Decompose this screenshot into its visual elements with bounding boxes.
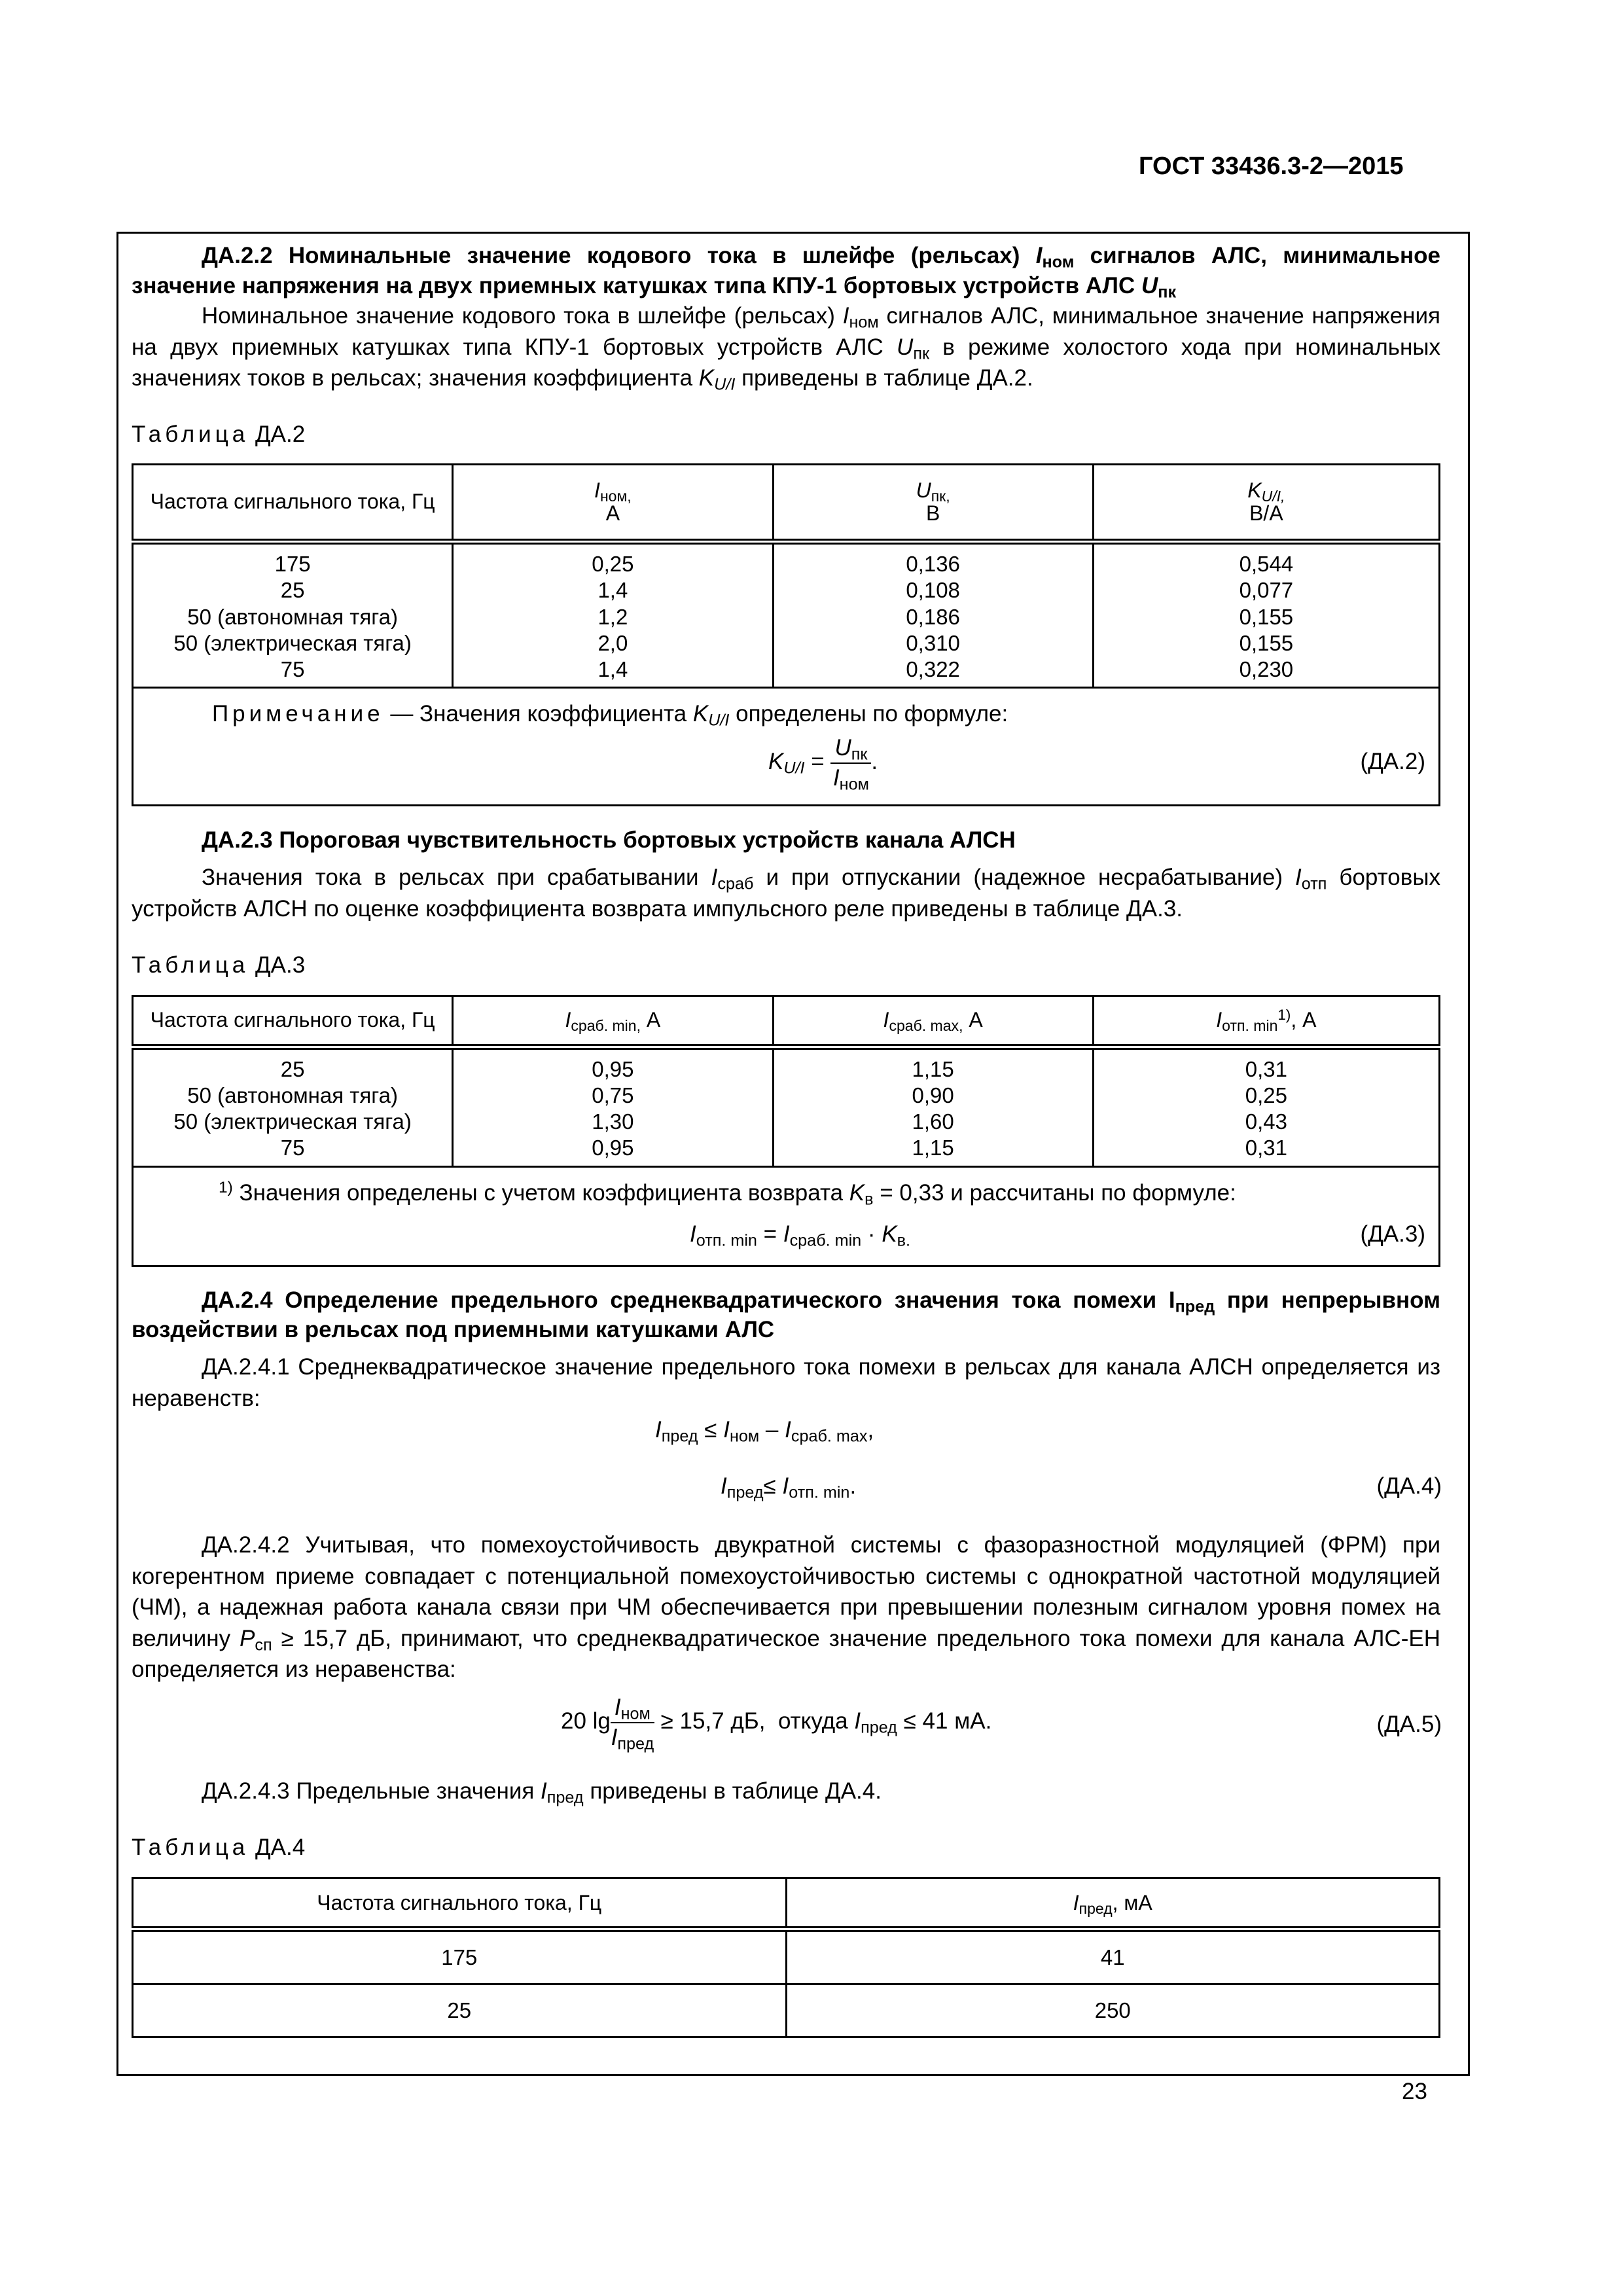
equation-3: 20 lg $\frac{I_{ном}}{I_{пред}}$ ≥ 15,7 дБ, откуда $I_{пред} \le 41$ мА. (ДА.5) <box>561 1695 1442 1753</box>
paragraph-da-2-4-2: ДА.2.4.2 Учитывая, что помехоустойчивость двукратной системы с фазоразностной модуляцией (ФРМ) при когерентном приеме совпадает с потенциальной помехоустойчивостью системы с однократной частотной модуляцией (ЧМ), а надежная работа канала связи при ЧМ обеспечивается при превышении полезным сигналом уровня помех на величину $P_{сп} \ge 15,7$ дБ, принимают, что среднеквадратическое значение предельного тока помехи для канала АЛС-ЕН определяется из неравенства: <box>132 1532 1440 1683</box>
section-heading-da-2-4: ДА.2.4 Определение предельного среднеквадратического значения тока помехи $I_{пред}$ при непрерывном воздействии в рельсах под приемными катушками АЛС <box>132 1287 1440 1343</box>
table-footnote-row <box>133 1166 1440 1266</box>
cell-ipred: 41 <box>786 1929 1440 1984</box>
section-heading-da-2-3: ДА.2.3 Пороговая чувствительность бортовых устройств канала АЛСН <box>202 827 1016 853</box>
table-note <box>133 688 1440 806</box>
col-frequency: 175 25 50 (автономная тяга) 50 (электрическая тяга) 75 <box>133 542 453 688</box>
table-header-row <box>133 465 1440 542</box>
header-israb-max: $I_{сраб. max,}$ А <box>773 996 1093 1047</box>
table-caption-da-4: Таблица ДА.4 <box>132 1835 306 1861</box>
formula-number: (ДА.4) <box>1376 1473 1442 1499</box>
formula-number: (ДА.3) <box>1360 1221 1425 1247</box>
paragraph-da-2-4-1: ДА.2.4.1 Среднеквадратическое значение предельного тока помехи в рельсах для канала АЛСН определяется из неравенств: <box>132 1354 1440 1411</box>
document-code: ГОСТ 33436.3-2—2015 <box>1139 152 1404 180</box>
cell-frequency: 25 <box>133 1984 787 2037</box>
formula-da-2 <box>147 730 1425 794</box>
table-da-3 <box>132 995 1440 1267</box>
section-heading-da-2-2: ДА.2.2 Номинальные значение кодового тока в шлейфе (рельсах) $I_{ном}$ сигналов АЛС, минимальное значение напряжения на двух приемных катушках типа КПУ-1 бортовых устройств АЛС $U_{пк}$ <box>132 243 1440 301</box>
col-inom: 0,25 1,4 1,2 2,0 1,4 <box>453 542 773 688</box>
header-iotp-min: $I_{отп. min}^{1)}$, А <box>1093 996 1439 1047</box>
table-da-4 <box>132 1877 1440 2038</box>
formula-da-3 <box>147 1209 1425 1255</box>
header-frequency: Частота сигнального тока, Гц <box>133 996 453 1047</box>
note-text: Примечание — Значения коэффициента $K_{U/I}$ определены по формуле: <box>212 701 1008 730</box>
header-upk: $U_{пк,}$ В <box>773 465 1093 542</box>
table-data-row <box>133 542 1440 688</box>
header-frequency: Частота сигнального тока, Гц <box>133 465 453 542</box>
footnote-text: $^{1)}$ Значения определены с учетом коэффициента возврата $K_в = 0,33$ и рассчитаны по формуле: <box>219 1178 1236 1208</box>
col-kui: 0,544 0,077 0,155 0,155 0,230 <box>1093 542 1439 688</box>
page-number: 23 <box>1402 2079 1427 2104</box>
col-israb-min: 0,95 0,75 1,30 0,95 <box>453 1047 773 1166</box>
header-israb-min: $I_{сраб. min,}$ А <box>453 996 773 1047</box>
col-upk: 0,136 0,108 0,186 0,310 0,322 <box>773 542 1093 688</box>
paragraph-da-2-3: Значения тока в рельсах при срабатывании $I_{сраб}$ и при отпускании (надежное несрабатывание) $I_{отп}$ бортовых устройств АЛСН по оценке коэффициента возврата импульсного реле приведены в таблице ДА.3. <box>132 864 1440 922</box>
table-footnote <box>133 1166 1440 1266</box>
header-frequency: Частота сигнального тока, Гц <box>133 1878 787 1929</box>
formula-expression: $K_{U/I}$ = $\frac{U_{пк}}{I_{ном}}$ . <box>768 735 878 794</box>
paragraph-da-2-4-3: ДА.2.4.3 Предельные значения $I_{пред}$ приведены в таблице ДА.4. <box>202 1778 882 1807</box>
table-header-row <box>133 996 1440 1047</box>
table-caption-da-2: Таблица ДА.2 <box>132 421 306 447</box>
table-caption-da-3: Таблица ДА.3 <box>132 952 306 978</box>
header-kui: $K_{U/I,}$ В/А <box>1093 465 1439 542</box>
table-data-row <box>133 1047 1440 1166</box>
equation-2: $I_{пред}\le I_{отп. min}$. (ДА.4) <box>132 1456 1440 1509</box>
col-frequency: 25 50 (автономная тяга) 50 (электрическая тяга) 75 <box>133 1047 453 1166</box>
table-note-row <box>133 688 1440 806</box>
equation-1: $I_{пред} \le I_{ном} - I_{сраб. max}$, <box>655 1417 874 1446</box>
formula-number: (ДА.2) <box>1360 749 1425 775</box>
formula-expression: $I_{отп. min} = I_{сраб. min} \cdot K_{в.}$ <box>690 1221 911 1249</box>
table-row <box>133 1984 1440 2037</box>
col-israb-max: 1,15 0,90 1,60 1,15 <box>773 1047 1093 1166</box>
col-iotp-min: 0,31 0,25 0,43 0,31 <box>1093 1047 1439 1166</box>
paragraph-da-2-2: Номинальное значение кодового тока в шлейфе (рельсах) $I_{ном}$ сигналов АЛС, минимальное значение напряжения на двух приемных катушках типа КПУ-1 бортовых устройств АЛС $U_{пк}$ в режиме холостого хода при номинальных значениях токов в рельсах; значения коэффициента $K_{U/I}$ приведены в таблице ДА.2. <box>132 303 1440 394</box>
table-header-row <box>133 1878 1440 1929</box>
page-content <box>132 236 1440 2038</box>
table-da-2 <box>132 463 1440 806</box>
header-inom: $I_{ном,}$ А <box>453 465 773 542</box>
cell-ipred: 250 <box>786 1984 1440 2037</box>
formula-number: (ДА.5) <box>1376 1712 1442 1738</box>
table-row <box>133 1929 1440 1984</box>
cell-frequency: 175 <box>133 1929 787 1984</box>
header-ipred: $I_{пред}$, мА <box>786 1878 1440 1929</box>
